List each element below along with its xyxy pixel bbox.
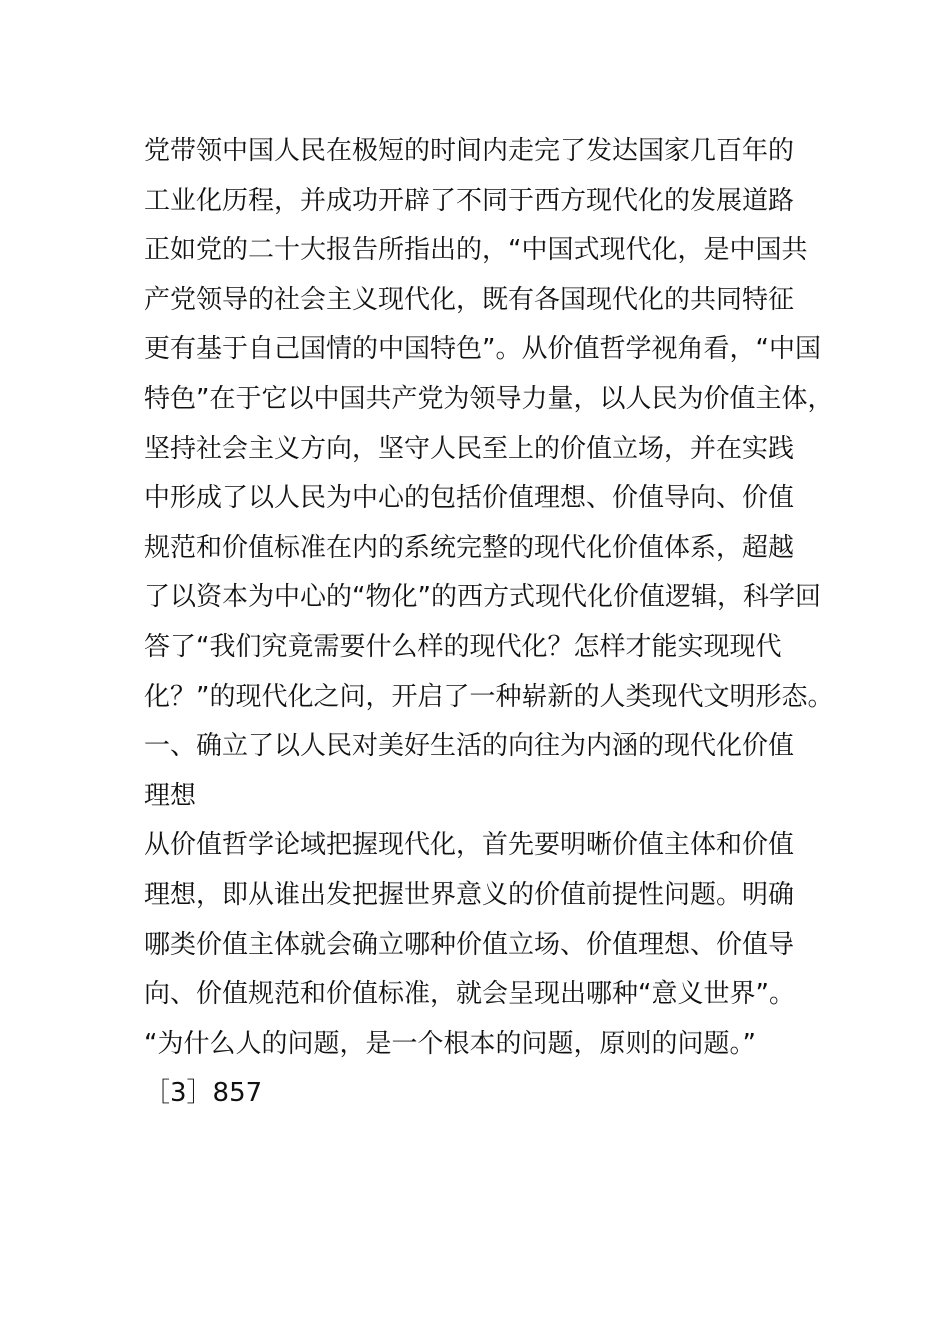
text-line: 理想，即从谁出发把握世界意义的价值前提性问题。明确 bbox=[144, 879, 795, 910]
text-line: 了以资本为中心的“物化”的西方式现代化价值逻辑，科学回 bbox=[144, 582, 821, 613]
document-body bbox=[144, 127, 844, 1119]
text-line: 化？”的现代化之问，开启了一种崭新的人类现代文明形态。 bbox=[144, 681, 834, 712]
text-line: 哪类价值主体就会确立哪种价值立场、价值理想、价值导 bbox=[144, 929, 795, 960]
text-line: 规范和价值标准在内的系统完整的现代化价值体系，超越 bbox=[144, 532, 795, 563]
text-line: 产党领导的社会主义现代化，既有各国现代化的共同特征 bbox=[144, 284, 795, 315]
text-line: 坚持社会主义方向，坚守人民至上的价值立场，并在实践 bbox=[144, 433, 795, 464]
citation-reference: ［3］857 bbox=[144, 1078, 263, 1109]
text-line: 工业化历程，并成功开辟了不同于西方现代化的发展道路 bbox=[144, 185, 795, 216]
text-line: 正如党的二十大报告所指出的，“中国式现代化，是中国共 bbox=[144, 235, 808, 266]
text-line: 特色”在于它以中国共产党为领导力量，以人民为价值主体， bbox=[144, 383, 834, 414]
section-heading-line: 理想 bbox=[144, 780, 197, 811]
quotation-line: “为什么人的问题，是一个根本的问题，原则的问题。” bbox=[144, 1028, 756, 1059]
text-line: 中形成了以人民为中心的包括价值理想、价值导向、价值 bbox=[144, 483, 795, 514]
text-line: 向、价值规范和价值标准，就会呈现出哪种“意义世界”。 bbox=[144, 979, 795, 1010]
text-line: 答了“我们究竟需要什么样的现代化？怎样才能实现现代 bbox=[144, 631, 782, 662]
text-line: 从价值哲学论域把握现代化，首先要明晰价值主体和价值 bbox=[144, 830, 795, 861]
text-line: 党带领中国人民在极短的时间内走完了发达国家几百年的 bbox=[144, 136, 795, 166]
text-line: 更有基于自己国情的中国特色”。从价值哲学视角看，“中国 bbox=[144, 334, 821, 365]
section-heading-line: 一、确立了以人民对美好生活的向往为内涵的现代化价值 bbox=[144, 731, 795, 762]
